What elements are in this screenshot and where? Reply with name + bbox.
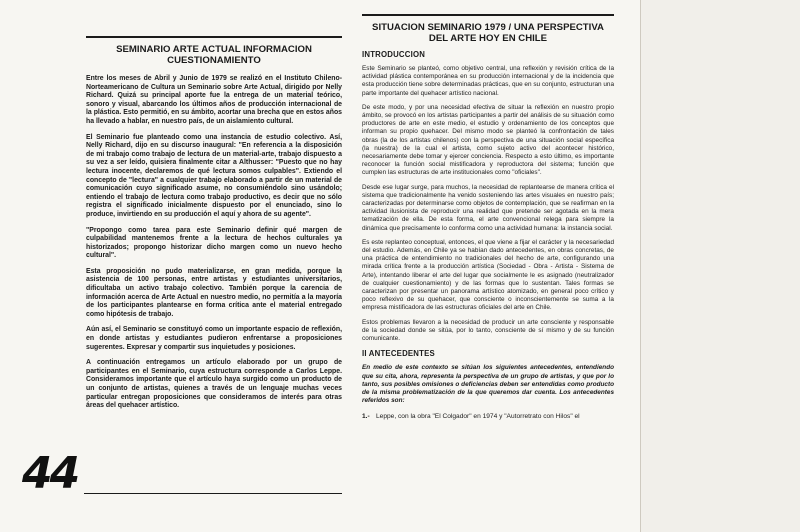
right-paragraph: Desde ese lugar surge, para muchos, la necesidad de replantearse de manera crítica el sistema que tradicionalmente ha venido sosteniendo las artes visuales en nuestro país; caracterizadas por determinarse como objetos de contemplación, que se reafirman en la actividad ilusionista de reproducir una realidad que pretende ser agotada en la mera tematización de ella. De esta forma, el arte convencional relega para siempre la dinámica que precisamente lo conforma como una actividad humana: la instancia social. xyxy=(362,183,614,232)
right-title-line2: DEL ARTE HOY EN CHILE xyxy=(428,33,548,44)
left-paragraph: Aún así, el Seminario se constituyó como un importante espacio de reflexión, en donde artistas y estudiantes pudieron enfrentarse a proposiciones sugerentes. Expresar y compartir sus inquietudes y posiciones. xyxy=(86,326,342,351)
left-title-line1: SEMINARIO ARTE ACTUAL INFORMACION xyxy=(116,44,312,55)
list-text: Leppe, con la obra "El Colgador" en 1974 y "Autorretrato con Hilos" el xyxy=(376,413,580,421)
page-margin xyxy=(641,0,800,532)
right-paragraph: Es este replanteo conceptual, entonces, el que viene a fijar el carácter y la necesariedad del estudio. Además, en Chile ya se habían dado antecedentes, en obras concretas, de una práctica de entendimiento no tradicionales del hecho de arte, configurando una mirada crítica frente a la producción artística (Sociedad - Obra - Artista - Sistema de Arte), intentando liberar el arte del lugar que socialmente le es asignado (neutralizador de cualquier cuestionamiento) y de las formas que lo sustentan. Tales formas se caracterizan por presentar un panorama artístico atomizado, en general poco crítico y poco reflexivo de su quehacer, que consciente o inconscientemente se suma a la empresa mistificadora de las estructuras oficiales del arte en Chile. xyxy=(362,238,614,312)
right-italic-paragraph: En medio de este contexto se sitúan los siguientes antecedentes, entendiendo que su cita, ahora, representa la perspectiva de un grupo de artistas, y que por lo tanto, sus posibles omisiones o deficiencias deben ser entendidas como producto de la misma problematización de la que queremos dar cuenta. Los antecedentes referidos son: xyxy=(362,364,614,405)
title-rule xyxy=(86,36,342,38)
right-title-line1: SITUACION SEMINARIO 1979 / UNA PERSPECTIVA xyxy=(372,22,604,33)
right-paragraph: Este Seminario se planteó, como objetivo central, una reflexión y revisión crítica de la actividad plástica contemporánea en su producción internacional y de la incidencia que esta producción tiene sobre determinadas prácticas, que en su conjunto, estructuran una parte importante del quehacer artístico nacional. xyxy=(362,65,614,97)
left-title-line2: CUESTIONAMIENTO xyxy=(167,55,261,66)
right-paragraph: Estos problemas llevaron a la necesidad de producir un arte consciente y responsable de la sociedad donde se sitúa, por lo tanto, consciente de sí mismo y de su función comunicante. xyxy=(362,318,614,343)
left-paragraph: Esta proposición no pudo materializarse, en gran medida, porque la asistencia de 100 personas, entre artistas y estudiantes universitarios, dificultaba un activo trabajo colectivo. También porque la carencia de información acerca de Arte Actual en nuestro medio, no permitía a la mayoría de los participantes plantearse en forma crítica ante el material entregado como hipótesis de trabajo. xyxy=(86,267,342,318)
title-rule xyxy=(362,14,614,16)
left-paragraph: A continuación entregamos un artículo elaborado por un grupo de participantes en el Seminario, cuya estructura corresponde a Carlos Leppe. Consideramos importante que el artículo haya surgido como un producto de un conjunto de artistas, quienes a través de un lenguaje muchas veces particular entregan proposiciones que consideramos de interés para otras áreas del quehacer artístico. xyxy=(86,359,342,410)
list-item xyxy=(362,413,614,421)
left-column xyxy=(86,36,342,418)
page-number: 44 xyxy=(22,448,78,499)
right-paragraph: De este modo, y por una necesidad efectiva de situar la reflexión en nuestro propio ámbito, se provocó en los artistas participantes a partir del análisis de su situación como productores de arte en este medio, el estudio y ordenamiento de los conceptos que informan su propio quehacer. Del mismo modo se planteó la confrontación de tales obras (la de los artistas chilenos) con la perspectiva de una situación social específica (la nuestra) de la cual el artista, como sujeto activo del acontecer histórico, necesariamente debe tomar y ejercer conciencia. Respecto a esto último, es importante reconocer la función social mistificadora y reproductora del sistema; función que cumplen las estructuras de arte institucionales como "oficiales". xyxy=(362,103,614,177)
right-column xyxy=(362,14,614,421)
section-heading: II ANTECEDENTES xyxy=(362,349,435,359)
list-number: 1.- xyxy=(362,413,370,421)
section-heading: INTRODUCCION xyxy=(362,50,426,59)
page-edge xyxy=(640,0,641,532)
left-paragraph: "Propongo como tarea para este Seminario definir qué margen de culpabilidad mantenemos frente a la lectura de hechos culturales ya historizados; propongo historizar dicho margen como un nuevo hecho cultural". xyxy=(86,226,342,260)
left-paragraph: Entre los meses de Abril y Junio de 1979 se realizó en el Instituto Chileno-Norteamericano de Cultura un Seminario sobre Arte Actual, dirigido por Nelly Richard. Quizá su principal aporte fue la entrega de un material teórico, sonoro y visual, abarcando los últimos años de producción internacional de la plástica. Esto permitió, en su ámbito, acortar una brecha que en estos años ha llevado a hablar, en nuestro país, de un aislamiento cultural. xyxy=(86,75,342,125)
footer-rule xyxy=(84,493,342,494)
left-paragraph: El Seminario fue planteado como una instancia de estudio colectivo. Así, Nelly Richard, dijo en su discurso inaugural: "En referencia a la disposición de mi trabajo como trabajo de lectura de un material-arte, trabajo dispuesto a su vez a ser leído, quisiera finalmente citar a Althusser: "Puesto que no hay lectura inocente, declaremos de qué lectura somos culpables". Extiendo el concepto de "lectura" a cualquier trabajo elaborado a partir de un material de comunicación cuyo significado asume, no consumiéndolo sino usándolo; entiendo el trabajo de lectura como trabajo productivo, es decir que no sólo registra el significado inicialmente dispuesto por el enunciado, sino lo produce, invirtiendo en su producción el aquí y ahora de su agente". xyxy=(86,133,342,218)
